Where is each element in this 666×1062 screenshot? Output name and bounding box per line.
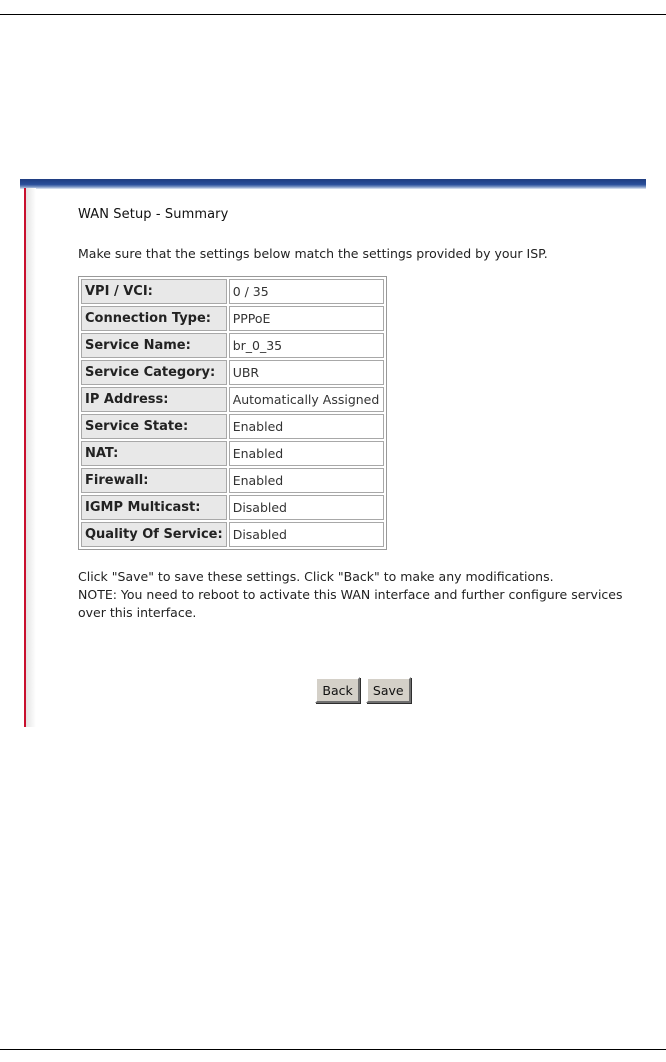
ip-address-value: Automatically Assigned: [229, 387, 384, 412]
table-row: [81, 495, 384, 520]
connection-type-value: PPPoE: [229, 306, 384, 331]
vpi-vci-label: VPI / VCI:: [81, 279, 227, 304]
reboot-note: NOTE: You need to reboot to activate this WAN interface and further configure services over this interface.: [78, 587, 623, 620]
service-name-label: Service Name:: [81, 333, 227, 358]
table-row: [81, 387, 384, 412]
service-state-value: Enabled: [229, 414, 384, 439]
table-row: [81, 468, 384, 493]
ip-address-label: IP Address:: [81, 387, 227, 412]
instructions-text: [78, 568, 638, 622]
quality-of-service-label: Quality Of Service:: [81, 522, 227, 547]
igmp-multicast-label: IGMP Multicast:: [81, 495, 227, 520]
button-bar: [78, 677, 638, 703]
nat-label: NAT:: [81, 441, 227, 466]
page-title: WAN Setup - Summary: [78, 207, 229, 222]
table-row: [81, 522, 384, 547]
save-button[interactable]: Save: [366, 677, 411, 703]
service-category-value: UBR: [229, 360, 384, 385]
nat-value: Enabled: [229, 441, 384, 466]
page-top-rule: [0, 14, 666, 15]
table-row: [81, 279, 384, 304]
table-row: [81, 360, 384, 385]
intro-text: Make sure that the settings below match the settings provided by your ISP.: [78, 246, 548, 261]
vpi-vci-value: 0 / 35: [229, 279, 384, 304]
firewall-label: Firewall:: [81, 468, 227, 493]
service-category-label: Service Category:: [81, 360, 227, 385]
back-button[interactable]: Back: [315, 677, 359, 703]
save-back-instruction: Click "Save" to save these settings. Click "Back" to make any modifications.: [78, 569, 554, 584]
panel-left-shadow: [26, 188, 36, 727]
panel-top-bar: [20, 179, 646, 189]
content-area: [78, 207, 638, 698]
service-name-value: br_0_35: [229, 333, 384, 358]
table-row: [81, 306, 384, 331]
table-row: [81, 333, 384, 358]
wan-summary-panel: [20, 179, 646, 727]
table-row: [81, 441, 384, 466]
igmp-multicast-value: Disabled: [229, 495, 384, 520]
quality-of-service-value: Disabled: [229, 522, 384, 547]
panel-left-accent-line: [24, 188, 26, 727]
table-row: [81, 414, 384, 439]
service-state-label: Service State:: [81, 414, 227, 439]
page-bottom-rule: [0, 1049, 666, 1050]
summary-table: [78, 276, 387, 550]
firewall-value: Enabled: [229, 468, 384, 493]
connection-type-label: Connection Type:: [81, 306, 227, 331]
